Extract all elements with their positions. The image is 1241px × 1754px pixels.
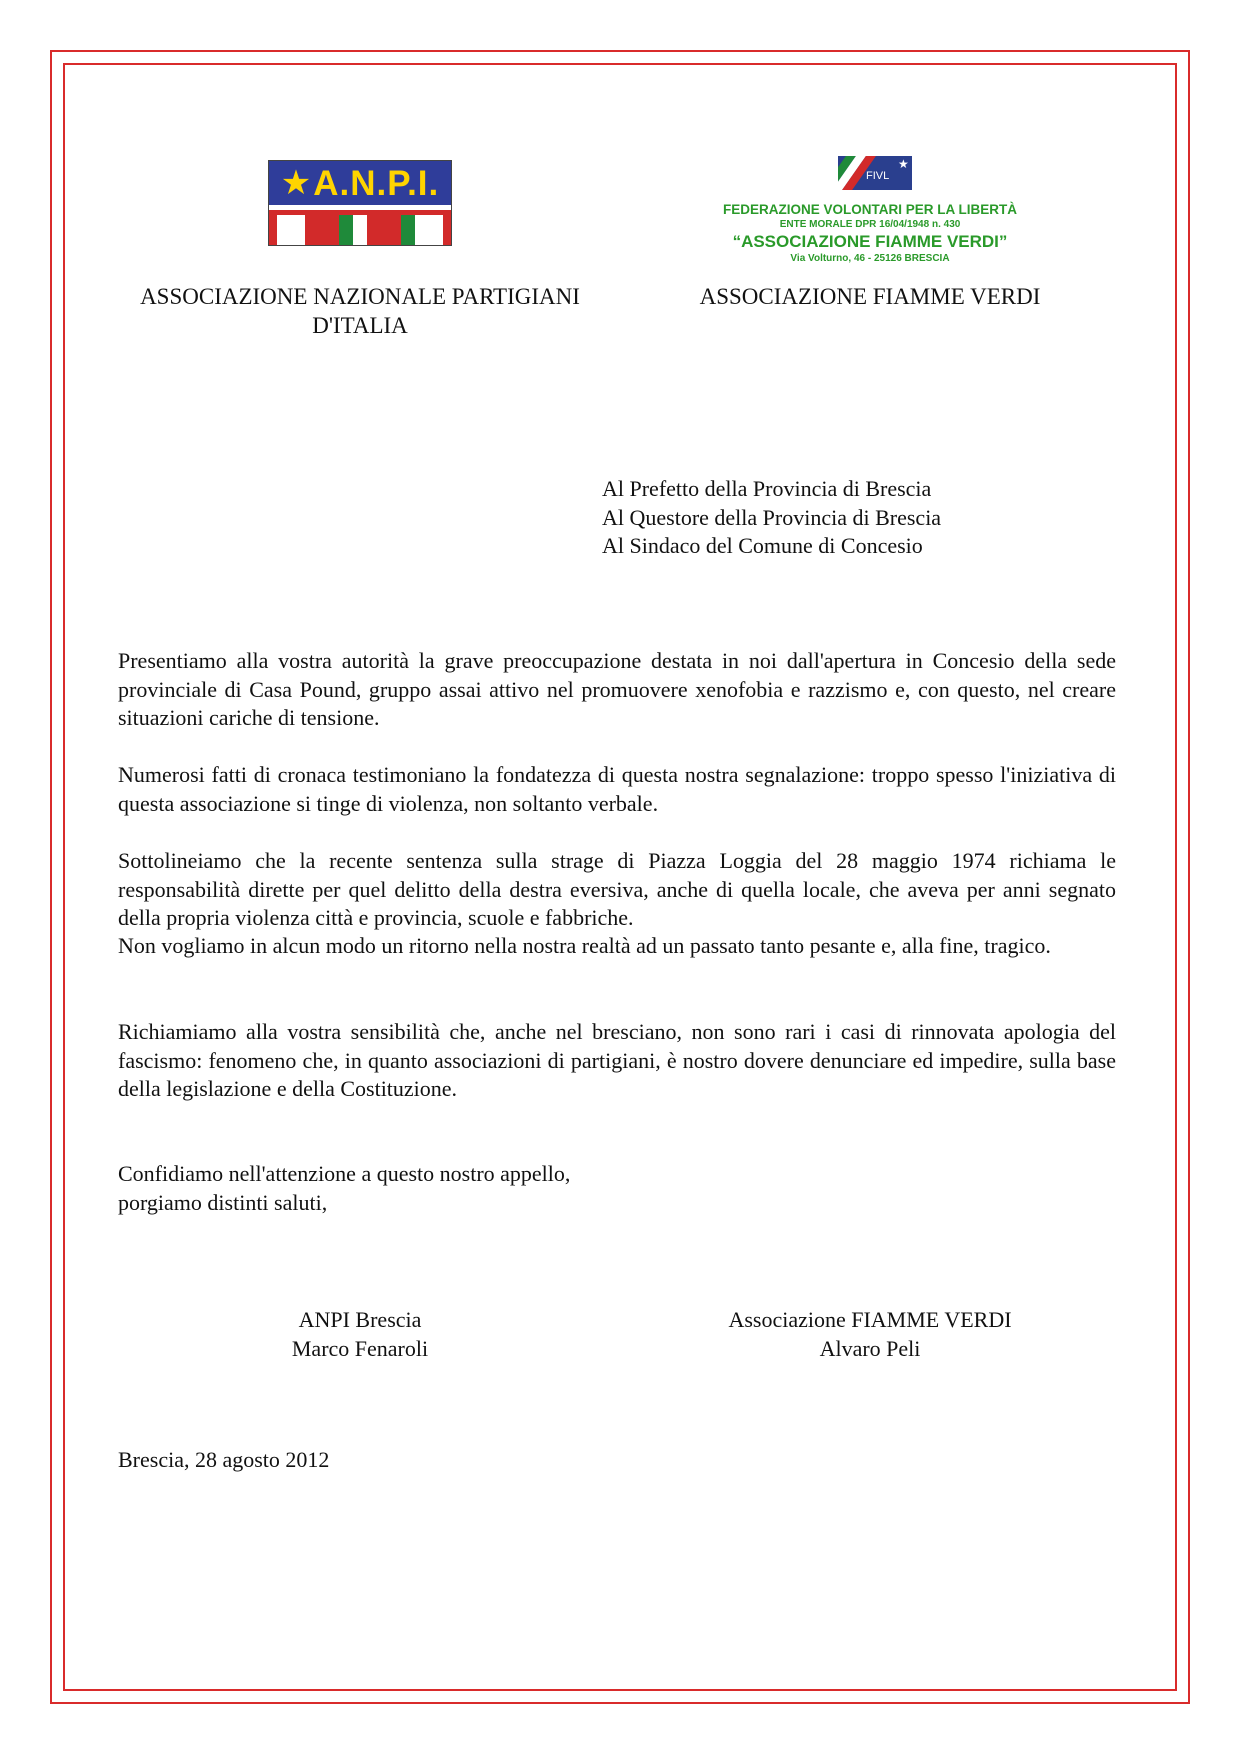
fivl-legal-status: ENTE MORALE DPR 16/04/1948 n. 430 [779,219,961,230]
body-paragraph: Presentiamo alla vostra autorità la grave preoccupazione destata in noi dall'apertura in Concesio della sede provinciale di Casa Pound, gruppo assai attivo nel promuovere xenofobia e razzismo e, con questo, nel creare situazioni cariche di tensione. [118,648,1116,730]
italian-flag-icon [277,215,319,245]
signature-name: Marco Fenaroli [291,1335,429,1361]
signature-name: Alvaro Peli [819,1335,921,1361]
recipients-block [602,475,941,561]
fivl-association-name: “ASSOCIAZIONE FIAMME VERDI” [732,232,1008,251]
star-icon: ★ [280,163,312,203]
signature-anpi [230,1306,490,1363]
closing-line: porgiamo distinti saluti, [118,1189,328,1215]
fivl-badge-text: FIVL [866,170,890,182]
anpi-logo [268,160,452,246]
star-icon: ★ [898,157,909,171]
signature-org: Associazione FIAMME VERDI [728,1307,1012,1332]
fivl-logo [838,156,912,190]
anpi-logo-text: A.N.P.I. [313,163,440,203]
body-paragraph: Numerosi fatti di cronaca testimoniano la fondatezza di questa nostra segnalazione: troppo spesso l'iniziativa di questa associazione si tinge di violenza, non soltanto verbale. [118,762,1116,816]
anpi-logo-banner [269,161,451,205]
italian-flag-icon [339,215,381,245]
recipient-line: Al Questore della Provincia di Brescia [602,504,942,530]
body-paragraph: Non vogliamo in alcun modo un ritorno nella nostra realtà ad un passato tanto pesante e, alla fine, tragico. [118,933,1051,958]
anpi-logo-flags [269,205,451,246]
fiamme-verdi-org-name: ASSOCIAZIONE FIAMME VERDI [699,284,1041,309]
closing-block [118,1160,570,1217]
letter-date: Brescia, 28 agosto 2012 [118,1447,330,1472]
body-paragraph: Sottolineiamo che la recente sentenza sulla strage di Piazza Loggia del 28 maggio 1974 richiama le responsabilità dirette per quel delitto della destra eversiva, anche di quella locale, che aveva per anni segnato della propria violenza città e provincia, scuole e fabbriche. [118,848,1116,930]
signature-fiamme-verdi [680,1306,1060,1363]
anpi-org-name: ASSOCIAZIONE NAZIONALE PARTIGIANI D'ITALIA [140,284,580,338]
fivl-address: Via Volturno, 46 - 25126 BRESCIA [790,253,950,264]
closing-line: Confidiamo nell'attenzione a questo nostro appello, [118,1161,571,1186]
italian-flag-icon [401,215,443,245]
body-paragraph: Richiamiamo alla vostra sensibilità che, anche nel bresciano, non sono rari i casi di rinnovata apologia del fascismo: fenomeno che, in quanto associazioni di partigiani, è nostro dovere denunciare ed impedire, sulla base della legislazione e della Costituzione. [118,1019,1116,1101]
fivl-federation-name: FEDERAZIONE VOLONTARI PER LA LIBERTÀ [722,202,1017,217]
fivl-logo-text [700,202,1040,266]
signature-org: ANPI Brescia [298,1307,422,1332]
recipient-line: Al Sindaco del Comune di Concesio [602,533,923,558]
recipient-line: Al Prefetto della Provincia di Brescia [602,476,932,501]
